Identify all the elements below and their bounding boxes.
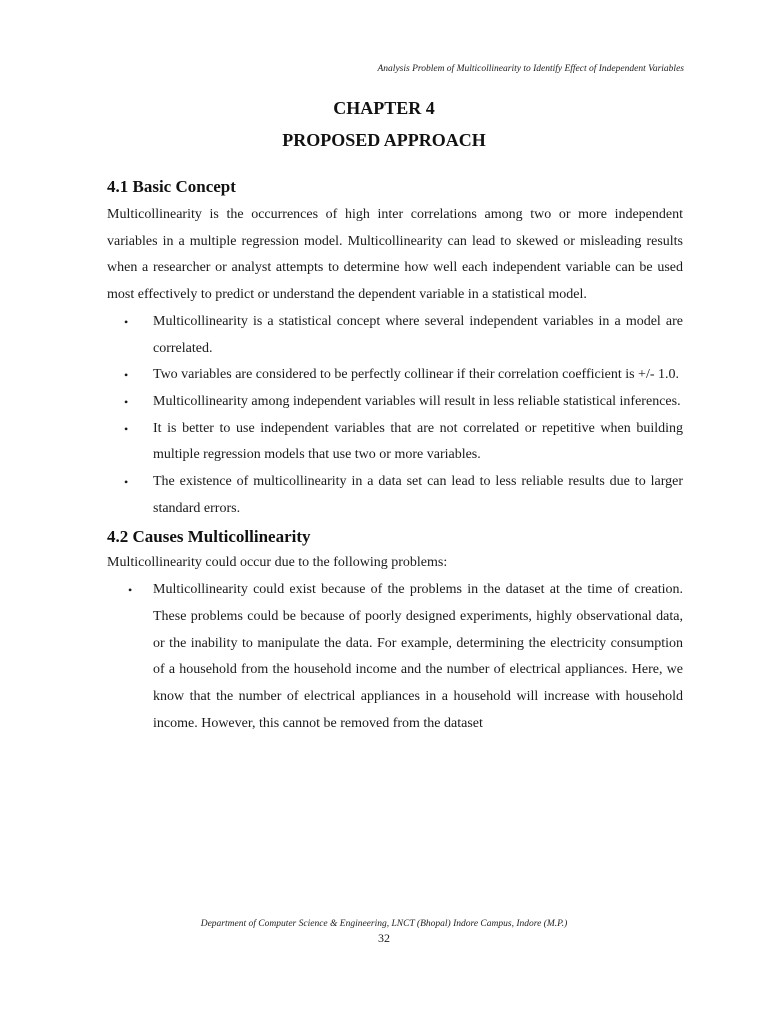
bullet-list-causes <box>107 577 683 737</box>
page-number: 32 <box>378 931 390 945</box>
chapter-number: CHAPTER 4 <box>333 98 435 118</box>
chapter-title: PROPOSED APPROACH <box>282 130 486 150</box>
list-item-text: The existence of multicollinearity in a data set can lead to less reliable results due to larger standard errors. <box>153 474 683 516</box>
list-item <box>124 389 683 416</box>
list-item <box>124 416 683 469</box>
footer-text: Department of Computer Science & Engineering, LNCT (Bhopal) Indore Campus, Indore (M.P.) <box>200 919 568 929</box>
list-item <box>124 309 683 362</box>
bullet-icon: • <box>124 368 129 383</box>
section-paragraph-basic-concept: Multicollinearity is the occurrences of high inter correlations among two or more independent variables in a multiple regression model. Multicollinearity can lead to skewed or misleading results when a researcher or analyst attempts to determine how well each independent variable can be used most effectively to predict or understand the dependent variable in a statistical model. <box>107 207 683 303</box>
bullet-icon: • <box>128 583 133 598</box>
list-item-text: Multicollinearity among independent variables will result in less reliable statistical inferences. <box>153 393 681 409</box>
list-item-text: Two variables are considered to be perfectly collinear if their correlation coefficient is +/- 1.0. <box>153 367 679 383</box>
bullet-icon: • <box>124 314 129 329</box>
list-item-text: It is better to use independent variables that are not correlated or repetitive when building multiple regression models that use two or more variables. <box>153 420 683 463</box>
list-item-text: Multicollinearity could exist because of the problems in the dataset at the time of creation. These problems could be because of poorly designed experiments, highly observational data, or the inability to manipulate the data. For example, determining the electricity consumption of a household from the household income and the number of electrical appliances. Here, we know that the number of electrical appliances in a household will increase with household income. However, this cannot be removed from the dataset <box>153 582 683 731</box>
bullet-list-basic-concept <box>107 309 683 523</box>
page-content <box>107 174 683 737</box>
section-heading-causes: 4.2 Causes Multicollinearity <box>107 527 311 547</box>
list-item <box>124 469 683 522</box>
bullet-icon: • <box>124 475 129 490</box>
bullet-icon: • <box>124 421 129 436</box>
section-heading-basic-concept: 4.1 Basic Concept <box>107 177 236 196</box>
running-header: Analysis Problem of Multicollinearity to Identify Effect of Independent Variables <box>377 64 684 74</box>
list-item-text: Multicollinearity is a statistical concept where several independent variables in a model are correlated. <box>153 313 683 356</box>
bullet-icon: • <box>124 394 129 409</box>
list-item <box>124 362 683 389</box>
list-item <box>128 577 683 737</box>
section-paragraph-causes: Multicollinearity could occur due to the following problems: <box>107 555 448 571</box>
